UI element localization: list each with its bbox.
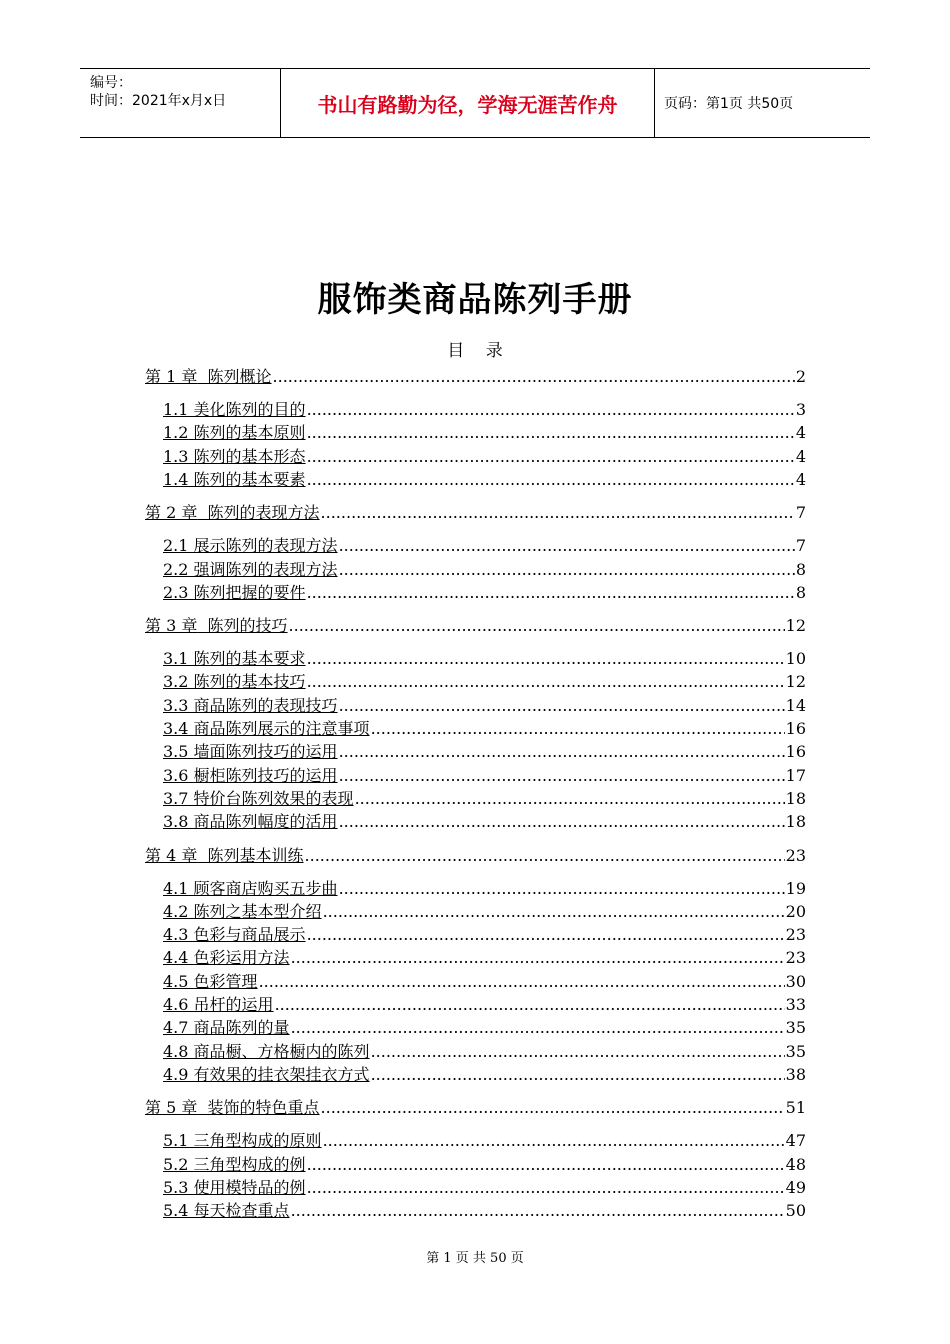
toc-entry-title: 色彩运用方法 <box>193 948 290 968</box>
toc-entry-number: 2.3 <box>163 582 189 602</box>
toc-entry-title: 陈列的技巧 <box>207 616 288 636</box>
toc-page-number: 12 <box>785 672 806 692</box>
toc-entry-title: 陈列的表现方法 <box>207 503 320 523</box>
toc-dot-leader <box>321 502 795 524</box>
toc-entry-link[interactable] <box>145 615 288 637</box>
toc-entry-title: 陈列的基本原则 <box>193 423 306 443</box>
toc-dot-leader <box>291 947 785 969</box>
toc-page-number: 4 <box>795 423 806 443</box>
toc-dot-leader <box>307 924 785 946</box>
toc-page-number: 48 <box>785 1154 806 1174</box>
toc-entry-link[interactable] <box>163 648 306 670</box>
toc-section-entry[interactable] <box>163 994 806 1016</box>
toc-entry-link[interactable] <box>163 671 306 693</box>
toc-section-entry[interactable] <box>163 901 806 923</box>
toc-entry-link[interactable] <box>163 1177 306 1199</box>
toc-page-number: 7 <box>795 503 806 523</box>
document-title: 服饰类商品陈列手册 <box>317 280 633 320</box>
toc-section-entry[interactable] <box>163 1177 806 1199</box>
toc-dot-leader <box>339 878 785 900</box>
toc-dot-leader <box>323 1130 785 1152</box>
toc-dot-leader <box>371 718 785 740</box>
toc-page-number: 2 <box>795 367 806 386</box>
toc-entry-number: 5.3 <box>163 1177 189 1197</box>
toc-dot-leader <box>371 1041 785 1063</box>
toc-section-entry[interactable] <box>163 1041 806 1063</box>
toc-entry-title: 橱柜陈列技巧的运用 <box>193 765 338 785</box>
toc-entry-title: 有效果的挂衣架挂衣方式 <box>193 1064 370 1084</box>
toc-entry-title: 每天检查重点 <box>193 1201 290 1221</box>
toc-entry-title: 陈列把握的要件 <box>193 582 306 602</box>
toc-page-number: 17 <box>785 765 806 785</box>
toc-dot-leader <box>339 765 785 787</box>
toc-entry-number: 1.2 <box>163 423 189 443</box>
toc-entry-link[interactable] <box>163 1200 290 1222</box>
toc-section-entry[interactable] <box>163 1130 806 1152</box>
toc-section-entry[interactable] <box>163 811 806 833</box>
toc-chapter-entry[interactable] <box>145 366 806 388</box>
toc-page-number: 51 <box>785 1098 806 1118</box>
header-motto: 书山有路勤为径，学海无涯苦作舟 <box>281 69 655 137</box>
toc-page-number: 23 <box>785 845 806 865</box>
toc-page-number: 35 <box>785 1041 806 1061</box>
toc-entry-number: 3.1 <box>163 649 189 669</box>
toc-entry-link[interactable] <box>163 582 306 604</box>
toc-entry-number: 3.4 <box>163 719 189 738</box>
toc-page-number: 38 <box>785 1064 806 1084</box>
toc-section-entry[interactable] <box>163 788 806 810</box>
toc-entry-number: 4.9 <box>163 1064 189 1084</box>
toc-section-entry[interactable] <box>163 648 806 670</box>
toc-entry-number: 第 1 章 <box>145 367 198 386</box>
toc-section-entry[interactable] <box>163 765 806 787</box>
toc-entry-number: 4.4 <box>163 948 189 968</box>
toc-entry-link[interactable] <box>145 366 272 388</box>
toc-page-number: 49 <box>785 1177 806 1197</box>
toc-section-entry[interactable] <box>163 446 806 468</box>
toc-entry-link[interactable] <box>163 535 338 557</box>
toc-entry-title: 特价台陈列效果的表现 <box>193 788 354 808</box>
toc-section-entry[interactable] <box>163 971 806 993</box>
toc-entry-title: 强调陈列的表现方法 <box>193 559 338 579</box>
toc-entry-number: 4.8 <box>163 1041 189 1061</box>
toc-entry-title: 三角型构成的原则 <box>193 1131 322 1151</box>
toc-entry-link[interactable] <box>145 845 304 867</box>
toc-dot-leader <box>321 1097 785 1119</box>
toc-page-number: 35 <box>785 1018 806 1038</box>
toc-entry-number: 4.5 <box>163 971 189 991</box>
toc-dot-leader <box>289 615 785 637</box>
toc-dot-leader <box>291 1200 785 1222</box>
toc-page-number: 50 <box>785 1201 806 1221</box>
toc-entry-number: 3.7 <box>163 788 189 808</box>
toc-section-entry[interactable] <box>163 671 806 693</box>
toc-page-number: 10 <box>785 649 806 669</box>
toc-dot-leader <box>323 901 785 923</box>
toc-page-number: 8 <box>795 559 806 579</box>
toc-section-entry[interactable] <box>163 1200 806 1222</box>
toc-entry-number: 5.1 <box>163 1131 189 1151</box>
toc-entry-title: 商品陈列展示的注意事项 <box>193 719 370 738</box>
header-meta-cell <box>80 69 281 137</box>
toc-page-number: 12 <box>785 616 806 636</box>
toc-section-entry[interactable] <box>163 1154 806 1176</box>
toc-dot-leader <box>305 845 785 867</box>
toc-section-entry[interactable] <box>163 924 806 946</box>
toc-dot-leader <box>339 741 785 763</box>
toc-page-number: 23 <box>785 948 806 968</box>
toc-entry-link[interactable] <box>163 446 306 468</box>
toc-entry-link[interactable] <box>163 741 338 763</box>
toc-entry-title: 商品陈列的表现技巧 <box>193 695 338 715</box>
toc-page-number: 20 <box>785 901 806 921</box>
time-label: 时间：2021年x月x日 <box>90 93 227 109</box>
toc-entry-number: 1.1 <box>163 400 189 419</box>
toc-page-number: 4 <box>795 446 806 466</box>
toc-entry-number: 3.8 <box>163 812 189 832</box>
toc-section-entry[interactable] <box>163 422 806 444</box>
toc-entry-number: 3.6 <box>163 765 189 785</box>
toc-dot-leader <box>273 366 795 388</box>
toc-section-entry[interactable] <box>163 1064 806 1086</box>
toc-dot-leader <box>339 811 785 833</box>
header-page-info: 页码：第1页 共50页 <box>664 96 794 112</box>
toc-dot-leader <box>307 446 795 468</box>
toc-entry-link[interactable] <box>163 399 306 421</box>
toc-entry-title: 展示陈列的表现方法 <box>193 536 338 556</box>
toc-dot-leader <box>307 1154 785 1176</box>
toc-section-entry[interactable] <box>163 582 806 604</box>
toc-chapter-entry[interactable] <box>145 1097 806 1119</box>
toc-dot-leader <box>307 399 795 421</box>
toc-dot-leader <box>339 535 795 557</box>
toc-page-number: 18 <box>785 788 806 808</box>
toc-entry-title: 三角型构成的例 <box>193 1154 306 1174</box>
toc-entry-number: 3.5 <box>163 742 189 762</box>
toc-section-entry[interactable] <box>163 878 806 900</box>
toc-entry-number: 3.3 <box>163 695 189 715</box>
toc-page-number: 19 <box>785 878 806 898</box>
toc-dot-leader <box>307 671 785 693</box>
toc-entry-number: 4.7 <box>163 1018 189 1038</box>
header-table <box>80 68 870 138</box>
toc-entry-title: 商品陈列幅度的活用 <box>193 812 338 832</box>
toc-entry-number: 4.3 <box>163 925 189 945</box>
toc-entry-title: 陈列基本训练 <box>207 845 304 865</box>
toc-section-entry[interactable] <box>163 535 806 557</box>
toc-page-number: 16 <box>785 719 806 738</box>
toc-entry-link[interactable] <box>163 1064 370 1086</box>
toc-entry-number: 2.1 <box>163 536 189 556</box>
toc-page-number: 4 <box>795 469 806 489</box>
toc-entry-link[interactable] <box>145 1097 320 1119</box>
toc-entry-title: 装饰的特色重点 <box>207 1098 320 1118</box>
toc-entry-number: 第 3 章 <box>145 616 198 636</box>
toc-entry-title: 商品陈列的量 <box>193 1018 290 1038</box>
toc-page-number: 3 <box>795 400 806 419</box>
toc-section-entry[interactable] <box>163 559 806 581</box>
toc-page-number: 33 <box>785 995 806 1014</box>
toc-chapter-entry[interactable] <box>145 502 806 524</box>
toc-entry-title: 使用模特品的例 <box>193 1177 306 1197</box>
toc-page-number: 14 <box>785 695 806 715</box>
number-label: 编号： <box>90 75 132 91</box>
toc-entry-number: 第 5 章 <box>145 1098 198 1118</box>
toc-dot-leader <box>371 1064 785 1086</box>
toc-section-entry[interactable] <box>163 741 806 763</box>
toc-section-entry[interactable] <box>163 947 806 969</box>
toc-entry-number: 4.1 <box>163 878 189 898</box>
toc-entry-link[interactable] <box>163 811 338 833</box>
toc-entry-number: 1.3 <box>163 446 189 466</box>
toc-entry-link[interactable] <box>163 1130 322 1152</box>
toc-entry-link[interactable] <box>163 924 306 946</box>
toc-page-number: 47 <box>785 1131 806 1151</box>
toc-entry-number: 1.4 <box>163 469 189 489</box>
toc-chapter-entry[interactable] <box>145 615 806 637</box>
toc-dot-leader <box>355 788 785 810</box>
toc-entry-title: 陈列的基本要求 <box>193 649 306 669</box>
toc-entry-title: 色彩与商品展示 <box>193 925 306 945</box>
toc-entry-title: 商品橱、方格橱内的陈列 <box>193 1041 370 1061</box>
toc-entry-number: 第 4 章 <box>145 845 198 865</box>
toc-entry-link[interactable] <box>163 1017 290 1039</box>
toc-entry-link[interactable] <box>163 765 338 787</box>
toc-dot-leader <box>307 469 795 491</box>
toc-entry-title: 色彩管理 <box>193 971 258 991</box>
toc-entry-number: 5.2 <box>163 1154 189 1174</box>
toc-dot-leader <box>339 559 795 581</box>
toc-section-entry[interactable] <box>163 718 806 740</box>
toc-page-number: 23 <box>785 925 806 945</box>
toc-chapter-entry[interactable] <box>145 845 806 867</box>
toc-entry-link[interactable] <box>163 994 274 1016</box>
toc-entry-link[interactable] <box>163 971 258 993</box>
toc-entry-number: 3.2 <box>163 672 189 692</box>
toc-entry-title: 陈列的基本技巧 <box>193 672 306 692</box>
toc-dot-leader <box>291 1017 785 1039</box>
toc-entry-link[interactable] <box>163 878 338 900</box>
toc-section-entry[interactable] <box>163 1017 806 1039</box>
toc-entry-link[interactable] <box>163 695 338 717</box>
toc-entry-link[interactable] <box>163 718 370 740</box>
toc-page-number: 8 <box>795 582 806 602</box>
toc-entry-link[interactable] <box>163 947 290 969</box>
toc-entry-link[interactable] <box>163 901 322 923</box>
toc-entry-link[interactable] <box>163 559 338 581</box>
toc-entry-link[interactable] <box>163 788 354 810</box>
toc-entry-title: 陈列概论 <box>207 367 272 386</box>
toc-entry-link[interactable] <box>163 1154 306 1176</box>
toc-section-entry[interactable] <box>163 695 806 717</box>
toc-page-number: 30 <box>785 971 806 991</box>
toc-entry-number: 第 2 章 <box>145 503 198 523</box>
toc-dot-leader <box>307 422 795 444</box>
toc-page-number: 16 <box>785 742 806 762</box>
toc-heading: 目 录 <box>447 341 503 361</box>
toc-entry-title: 陈列的基本形态 <box>193 446 306 466</box>
toc-entry-title: 美化陈列的目的 <box>193 400 306 419</box>
toc-dot-leader <box>275 994 785 1016</box>
toc-entry-title: 顾客商店购买五步曲 <box>193 878 338 898</box>
page-footer: 第 1 页 共 50 页 <box>426 1251 524 1266</box>
toc-entry-link[interactable] <box>163 469 306 491</box>
toc-section-entry[interactable] <box>163 399 806 421</box>
toc-entry-number: 2.2 <box>163 559 189 579</box>
toc-dot-leader <box>307 582 795 604</box>
toc-entry-link[interactable] <box>145 502 320 524</box>
toc-entry-number: 4.6 <box>163 995 189 1014</box>
toc-entry-number: 4.2 <box>163 901 189 921</box>
toc-page-number: 18 <box>785 812 806 832</box>
toc-section-entry[interactable] <box>163 469 806 491</box>
toc-entry-title: 吊杆的运用 <box>193 995 274 1014</box>
toc-entry-title: 陈列之基本型介绍 <box>193 901 322 921</box>
toc-dot-leader <box>307 648 785 670</box>
toc-dot-leader <box>339 695 785 717</box>
toc-dot-leader <box>307 1177 785 1199</box>
toc-entry-title: 陈列的基本要素 <box>193 469 306 489</box>
toc-entry-link[interactable] <box>163 422 306 444</box>
toc-dot-leader <box>259 971 785 993</box>
toc-page-number: 7 <box>795 536 806 556</box>
toc-entry-link[interactable] <box>163 1041 370 1063</box>
toc-entry-title: 墙面陈列技巧的运用 <box>193 742 338 762</box>
toc-entry-number: 5.4 <box>163 1201 189 1221</box>
